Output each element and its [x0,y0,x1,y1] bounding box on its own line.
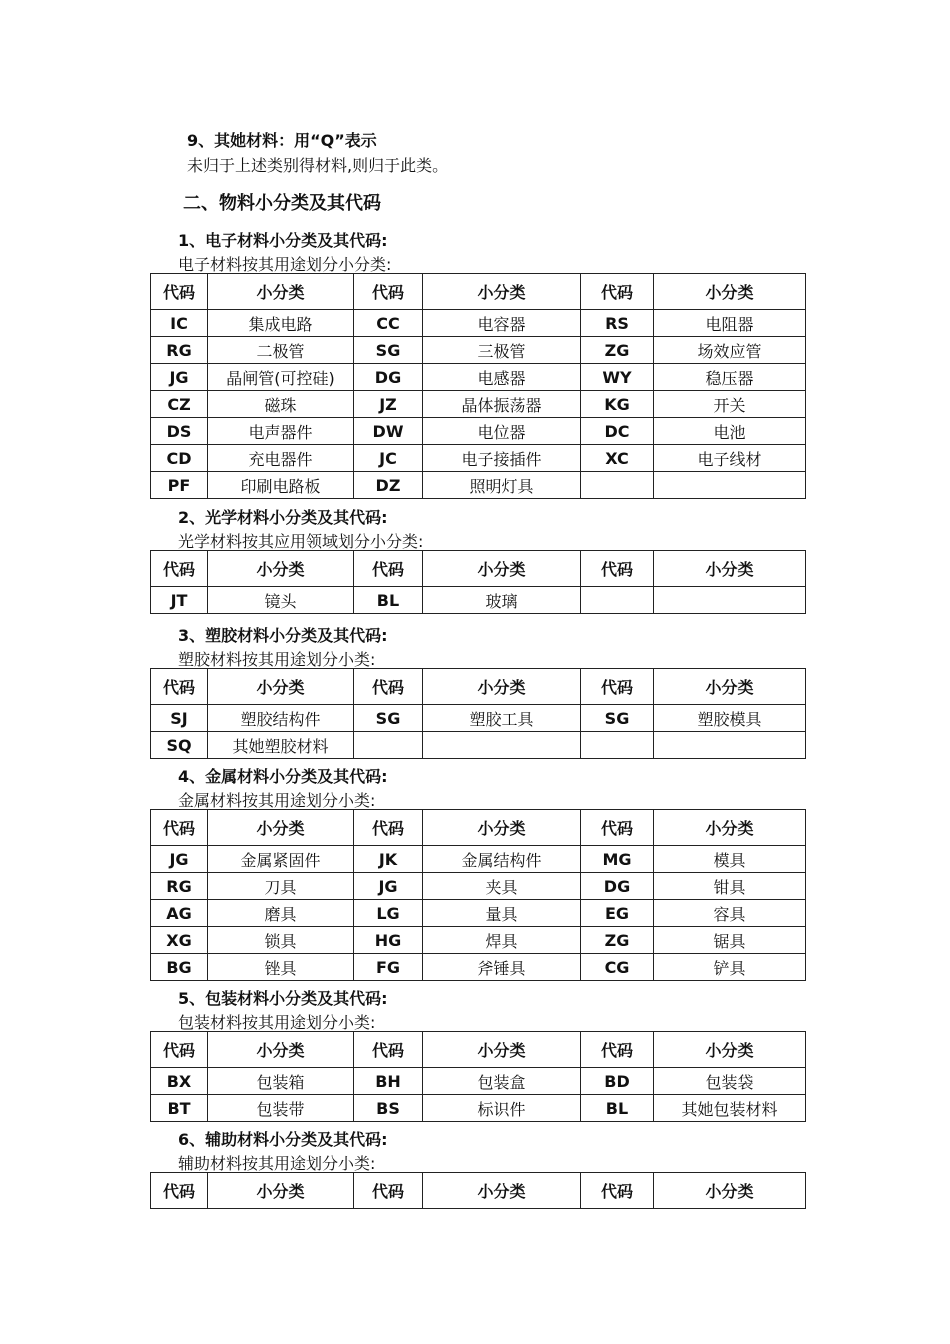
cell-subcategory: 焊具 [423,927,581,954]
cell-subcategory: 电阻器 [654,310,806,337]
header-subcategory: 小分类 [208,1032,354,1068]
cell-subcategory: 晶体振荡器 [423,391,581,418]
cell-code [581,587,654,614]
cell-subcategory: 锯具 [654,927,806,954]
cell-code: DC [581,418,654,445]
table-header-row [151,274,806,310]
group-description: 光学材料按其应用领域划分小分类: [178,532,424,551]
cell-subcategory: 三极管 [423,337,581,364]
cell-code: IC [151,310,208,337]
cell-subcategory: 金属结构件 [423,846,581,873]
group-title: 6、辅助材料小分类及其代码: [178,1130,388,1149]
cell-code: JC [354,445,423,472]
header-code: 代码 [581,274,654,310]
cell-subcategory: 包装带 [208,1095,354,1122]
cell-code: SG [354,705,423,732]
cell-subcategory: 电声器件 [208,418,354,445]
cell-code: SQ [151,732,208,759]
cell-code: DG [354,364,423,391]
header-subcategory: 小分类 [654,551,806,587]
cell-code: BX [151,1068,208,1095]
category-table [150,1031,806,1122]
cell-subcategory: 塑胶工具 [423,705,581,732]
header-subcategory: 小分类 [654,1173,806,1209]
cell-subcategory: 晶闸管(可控硅) [208,364,354,391]
category-table [150,809,806,981]
cell-code: CD [151,445,208,472]
header-subcategory: 小分类 [208,810,354,846]
header-code: 代码 [354,1032,423,1068]
table-row [151,587,806,614]
cell-code: WY [581,364,654,391]
header-code: 代码 [354,669,423,705]
header-code: 代码 [151,551,208,587]
cell-subcategory: 充电器件 [208,445,354,472]
cell-code: CG [581,954,654,981]
cell-code [581,732,654,759]
header-subcategory: 小分类 [654,1032,806,1068]
header-subcategory: 小分类 [208,551,354,587]
group-description: 辅助材料按其用途划分小类: [178,1154,376,1173]
cell-code: BD [581,1068,654,1095]
header-subcategory: 小分类 [654,810,806,846]
cell-subcategory: 标识件 [423,1095,581,1122]
cell-code: BH [354,1068,423,1095]
cell-code: BG [151,954,208,981]
header-code: 代码 [581,551,654,587]
cell-code: ZG [581,927,654,954]
cell-subcategory: 稳压器 [654,364,806,391]
cell-code: JK [354,846,423,873]
cell-subcategory: 磨具 [208,900,354,927]
table-row [151,1095,806,1122]
category-table [150,273,806,499]
cell-code: DS [151,418,208,445]
cell-code: BL [581,1095,654,1122]
cell-code: BS [354,1095,423,1122]
header-code: 代码 [151,274,208,310]
cell-subcategory: 包装箱 [208,1068,354,1095]
cell-subcategory: 夹具 [423,873,581,900]
cell-subcategory: 磁珠 [208,391,354,418]
table-row [151,873,806,900]
table-row [151,337,806,364]
cell-code: JG [354,873,423,900]
cell-subcategory: 锉具 [208,954,354,981]
cell-subcategory: 照明灯具 [423,472,581,499]
cell-code: LG [354,900,423,927]
cell-code: DG [581,873,654,900]
table-header-row [151,810,806,846]
group-description: 塑胶材料按其用途划分小类: [178,650,376,669]
cell-subcategory: 镜头 [208,587,354,614]
cell-subcategory: 容具 [654,900,806,927]
header-code: 代码 [581,810,654,846]
category-table [150,550,806,614]
cell-subcategory: 电位器 [423,418,581,445]
table-row [151,846,806,873]
table-row [151,310,806,337]
header-code: 代码 [354,1173,423,1209]
cell-subcategory: 二极管 [208,337,354,364]
header-code: 代码 [151,810,208,846]
header-subcategory: 小分类 [423,274,581,310]
cell-code: CC [354,310,423,337]
header-code: 代码 [354,551,423,587]
cell-subcategory: 金属紧固件 [208,846,354,873]
cell-subcategory [654,587,806,614]
cell-code: DW [354,418,423,445]
header-subcategory: 小分类 [423,669,581,705]
cell-subcategory: 量具 [423,900,581,927]
table-row [151,954,806,981]
table-row [151,1068,806,1095]
cell-subcategory: 电感器 [423,364,581,391]
cell-code: FG [354,954,423,981]
group-description: 金属材料按其用途划分小类: [178,791,376,810]
cell-code: JT [151,587,208,614]
table-header-row [151,551,806,587]
group-description: 包装材料按其用途划分小类: [178,1013,376,1032]
cell-subcategory: 包装袋 [654,1068,806,1095]
category-table [150,1172,806,1209]
cell-code [581,472,654,499]
cell-subcategory: 铲具 [654,954,806,981]
cell-code: DZ [354,472,423,499]
header-code: 代码 [354,810,423,846]
header-subcategory: 小分类 [423,810,581,846]
item9-description: 未归于上述类别得材料,则归于此类。 [187,156,449,175]
cell-subcategory: 模具 [654,846,806,873]
cell-subcategory: 印刷电路板 [208,472,354,499]
table-header-row [151,669,806,705]
cell-subcategory: 斧锤具 [423,954,581,981]
cell-subcategory [423,732,581,759]
cell-code: ZG [581,337,654,364]
cell-code [354,732,423,759]
cell-code: HG [354,927,423,954]
cell-code: AG [151,900,208,927]
header-subcategory: 小分类 [208,1173,354,1209]
group-description: 电子材料按其用途划分小分类: [178,255,392,274]
cell-subcategory: 包装盒 [423,1068,581,1095]
header-subcategory: 小分类 [208,669,354,705]
cell-code: MG [581,846,654,873]
cell-code: XG [151,927,208,954]
cell-code: KG [581,391,654,418]
table-row [151,732,806,759]
cell-code: PF [151,472,208,499]
table-header-row [151,1173,806,1209]
header-code: 代码 [151,1032,208,1068]
header-code: 代码 [581,669,654,705]
cell-code: JG [151,846,208,873]
header-subcategory: 小分类 [423,1032,581,1068]
cell-code: SG [354,337,423,364]
cell-subcategory [654,472,806,499]
cell-code: EG [581,900,654,927]
category-table [150,668,806,759]
cell-code: BT [151,1095,208,1122]
group-title: 4、金属材料小分类及其代码: [178,767,388,786]
header-code: 代码 [151,669,208,705]
table-row [151,927,806,954]
cell-subcategory: 电子线材 [654,445,806,472]
cell-subcategory: 场效应管 [654,337,806,364]
cell-subcategory: 刀具 [208,873,354,900]
cell-code: RG [151,337,208,364]
cell-code: SJ [151,705,208,732]
table-row [151,900,806,927]
cell-subcategory: 电池 [654,418,806,445]
cell-code: CZ [151,391,208,418]
cell-code: JG [151,364,208,391]
table-row [151,364,806,391]
group-title: 5、包装材料小分类及其代码: [178,989,388,1008]
cell-code: SG [581,705,654,732]
header-code: 代码 [581,1173,654,1209]
cell-code: RS [581,310,654,337]
cell-subcategory: 集成电路 [208,310,354,337]
table-row [151,391,806,418]
table-row [151,418,806,445]
header-code: 代码 [151,1173,208,1209]
cell-code: BL [354,587,423,614]
cell-subcategory: 电子接插件 [423,445,581,472]
cell-subcategory: 电容器 [423,310,581,337]
cell-subcategory: 其她塑胶材料 [208,732,354,759]
cell-code: JZ [354,391,423,418]
table-header-row [151,1032,806,1068]
header-subcategory: 小分类 [208,274,354,310]
header-subcategory: 小分类 [654,274,806,310]
cell-subcategory: 开关 [654,391,806,418]
section2-title: 二、物料小分类及其代码 [183,193,381,214]
header-subcategory: 小分类 [423,1173,581,1209]
table-row [151,472,806,499]
group-title: 3、塑胶材料小分类及其代码: [178,626,388,645]
cell-code: RG [151,873,208,900]
cell-subcategory [654,732,806,759]
cell-subcategory: 塑胶模具 [654,705,806,732]
cell-subcategory: 锁具 [208,927,354,954]
item9-heading: 9、其她材料：用“Q”表示 [187,131,377,150]
header-subcategory: 小分类 [423,551,581,587]
table-row [151,705,806,732]
cell-subcategory: 塑胶结构件 [208,705,354,732]
header-code: 代码 [354,274,423,310]
cell-subcategory: 钳具 [654,873,806,900]
cell-subcategory: 其她包装材料 [654,1095,806,1122]
group-title: 1、电子材料小分类及其代码: [178,231,388,250]
table-row [151,445,806,472]
group-title: 2、光学材料小分类及其代码: [178,508,388,527]
header-code: 代码 [581,1032,654,1068]
cell-code: XC [581,445,654,472]
header-subcategory: 小分类 [654,669,806,705]
cell-subcategory: 玻璃 [423,587,581,614]
